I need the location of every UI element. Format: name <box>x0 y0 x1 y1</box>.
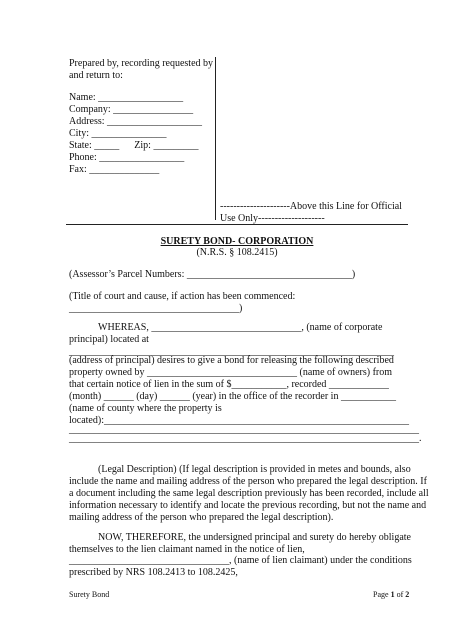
address-field: Address: ___________________ <box>69 116 203 127</box>
whereas-line-7: (month) ______ (day) ______ (year) in the office of the recorder in ___________ <box>69 391 396 402</box>
state-zip-field: State: _____ Zip: _________ <box>69 140 199 151</box>
header-divider-vertical <box>215 57 216 220</box>
footer-page-total: 2 <box>405 590 410 599</box>
city-field: City: _______________ <box>69 128 167 139</box>
company-field: Company: ________________ <box>69 104 194 115</box>
fax-field: Fax: ______________ <box>69 164 160 175</box>
prepared-by-line-1: Prepared by, recording requested by <box>69 58 214 69</box>
footer-page-number <box>373 590 409 599</box>
footer-page-word: Page <box>373 590 389 599</box>
whereas-line-3: _________________________________________________________________ <box>69 346 394 357</box>
court-cause-line-2: __________________________________) <box>69 303 243 314</box>
whereas-line-1: WHEREAS, ______________________________, (name of corporate <box>98 322 383 333</box>
document-title: SURETY BOND- CORPORATION <box>160 236 314 247</box>
header-divider-horizontal <box>66 224 408 225</box>
footer-of-word: of <box>396 590 404 599</box>
whereas-line-10: ______________________________________________________________________ <box>69 424 419 435</box>
now-therefore-line-4: prescribed by NRS 108.2413 to 108.2425, <box>69 567 238 578</box>
whereas-line-8: (name of county where the property is <box>69 403 222 414</box>
whereas-line-6: that certain notice of lien in the sum of $___________, recorded ____________ <box>69 379 389 390</box>
footer-document-name: Surety Bond <box>69 590 110 599</box>
phone-field: Phone: _________________ <box>69 152 185 163</box>
legal-line-2: include the name and mailing address of the person who prepared the legal description. If <box>69 476 427 487</box>
legal-line-1: (Legal Description) (If legal description is provided in metes and bounds, also <box>98 464 411 475</box>
legal-line-3: a document including the same legal description previously has been recorded, include all <box>69 488 429 499</box>
whereas-line-2: principal) located at <box>69 334 149 345</box>
official-use-line-2: Use Only-------------------- <box>220 213 325 224</box>
official-use-line-1: ---------------------Above this Line for Official <box>220 201 402 212</box>
document-subtitle: (N.R.S. § 108.2415) <box>196 247 278 258</box>
now-therefore-line-2: themselves to the lien claimant named in the notice of lien, <box>69 544 305 555</box>
now-therefore-line-3: ________________________________, (name of lien claimant) under the conditions <box>69 555 412 566</box>
now-therefore-line-1: NOW, THEREFORE, the undersigned principal and surety do hereby obligate <box>98 532 411 543</box>
court-cause-line-1: (Title of court and cause, if action has been commenced: <box>69 291 296 302</box>
legal-line-4: information necessary to identify and locate the previous recording, but not the name and <box>69 500 427 511</box>
whereas-line-4: (address of principal) desires to give a bond for releasing the following described <box>69 355 394 366</box>
assessor-parcel-line: (Assessor’s Parcel Numbers: _________________________________) <box>69 269 356 280</box>
whereas-line-11: ______________________________________________________________________. <box>69 433 422 444</box>
prepared-by-line-2: and return to: <box>69 70 123 81</box>
legal-line-5: mailing address of the person who prepared the legal description). <box>69 512 334 523</box>
name-field: Name: _________________ <box>69 92 184 103</box>
whereas-line-5: property owned by ______________________________ (name of owners) from <box>69 367 393 378</box>
whereas-line-9: located):_____________________________________________________________ <box>69 415 409 426</box>
footer-page-current: 1 <box>390 590 395 599</box>
